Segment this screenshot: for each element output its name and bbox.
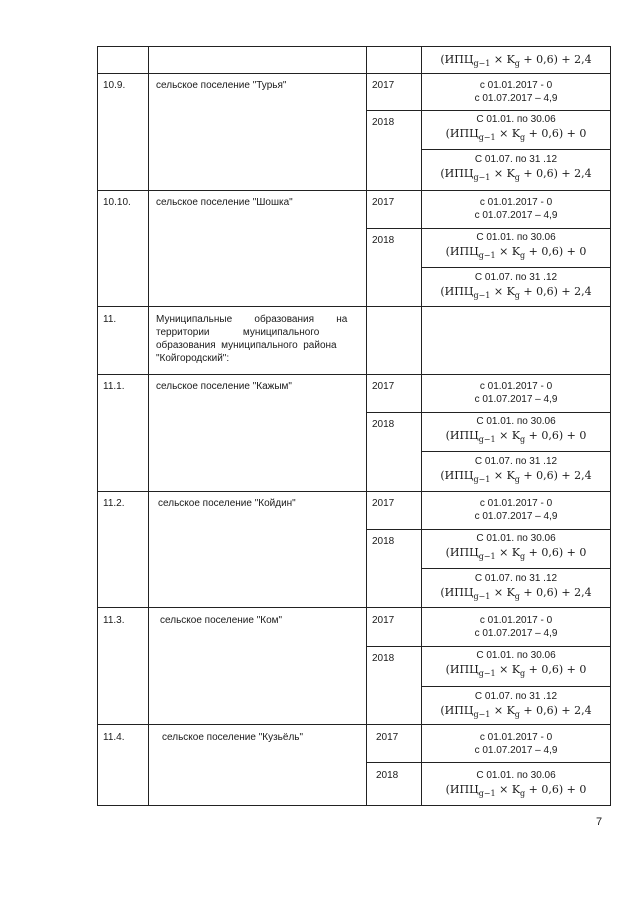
period-label: С 01.01. по 30.06 — [476, 533, 556, 544]
table-line — [97, 306, 611, 307]
table-line — [97, 190, 611, 191]
table-line — [421, 267, 611, 268]
formula-cell: $(ИПЦ_{g-1} \times K_g + 0,6) + 2,4$ — [440, 586, 592, 602]
table-line — [97, 805, 611, 806]
settlement-name: сельское поселение "Ком" — [160, 615, 283, 626]
table-line — [366, 762, 611, 763]
settlement-name: сельское поселение "Кузьёль" — [162, 732, 304, 743]
period-label: С 01.07. по 31 .12 — [474, 573, 558, 584]
formula-cell: $(ИПЦ_{g-1} \times K_g + 0,6) + 0$ — [445, 663, 587, 679]
rate-2017-line1: с 01.01.2017 - 0 — [479, 615, 553, 626]
table-line — [366, 228, 611, 229]
page-number: 7 — [596, 816, 603, 828]
row-number: 11.1. — [103, 381, 125, 392]
settlement-name: сельское поселение "Кажым" — [156, 381, 292, 392]
formula-cell: $(ИПЦ_{g-1} \times K_g + 0,6) + 0$ — [445, 245, 587, 261]
row-number: 10.9. — [103, 80, 126, 91]
rate-2017-line2: с 01.07.2017 – 4,9 — [474, 511, 558, 522]
table-line — [148, 46, 149, 805]
period-label: С 01.07. по 31 .12 — [474, 272, 558, 283]
section-title-line: "Койгородский": — [156, 353, 230, 364]
table-line — [97, 46, 98, 805]
year-cell: 2018 — [372, 536, 395, 547]
formula-cell: $(ИПЦ_{g-1} \times K_g + 0,6) + 2,4$ — [440, 285, 592, 301]
formula-cell: $(ИПЦ_{g-1} \times K_g + 0,6) + 2,4$ — [440, 53, 592, 69]
table-line — [366, 110, 611, 111]
table-line — [97, 73, 611, 74]
table-line — [421, 149, 611, 150]
year-cell: 2018 — [372, 653, 395, 664]
formula-cell: $(ИПЦ_{g-1} \times K_g + 0,6) + 2,4$ — [440, 469, 592, 485]
row-number: 11.3. — [103, 615, 125, 626]
settlement-name: сельское поселение "Турья" — [156, 80, 287, 91]
period-label: С 01.07. по 31 .12 — [474, 691, 558, 702]
year-cell: 2017 — [372, 498, 395, 509]
year-cell: 2018 — [372, 419, 395, 430]
period-label: С 01.01. по 30.06 — [476, 114, 556, 125]
section-title-line: территории муниципального — [156, 327, 320, 338]
period-label: С 01.01. по 30.06 — [476, 232, 556, 243]
table-line — [366, 412, 611, 413]
row-number: 11.4. — [103, 732, 125, 743]
settlement-name: сельское поселение "Койдин" — [158, 498, 296, 509]
rate-2017-line1: с 01.01.2017 - 0 — [479, 498, 553, 509]
rate-2017-line2: с 01.07.2017 – 4,9 — [474, 93, 558, 104]
year-cell: 2017 — [372, 615, 395, 626]
settlement-name: сельское поселение "Шошка" — [156, 197, 293, 208]
period-label: С 01.07. по 31 .12 — [474, 456, 558, 467]
section-title-line: образования муниципального района — [156, 340, 337, 351]
table-line — [421, 686, 611, 687]
section-title-line: Муниципальные образования на — [156, 314, 348, 325]
year-cell: 2017 — [376, 732, 399, 743]
table-line — [366, 646, 611, 647]
year-cell: 2018 — [372, 117, 395, 128]
table-line — [421, 451, 611, 452]
rate-2017-line2: с 01.07.2017 – 4,9 — [474, 210, 558, 221]
year-cell: 2018 — [372, 235, 395, 246]
formula-cell: $(ИПЦ_{g-1} \times K_g + 0,6) + 0$ — [445, 429, 587, 445]
formula-cell: $(ИПЦ_{g-1} \times K_g + 0,6) + 0$ — [445, 546, 587, 562]
formula-cell: $(ИПЦ_{g-1} \times K_g + 0,6) + 0$ — [445, 127, 587, 143]
table-line — [97, 607, 611, 608]
row-number: 11. — [103, 314, 117, 325]
formula-cell: $(ИПЦ_{g-1} \times K_g + 0,6) + 2,4$ — [440, 704, 592, 720]
year-cell: 2018 — [376, 770, 399, 781]
formula-cell: $(ИПЦ_{g-1} \times K_g + 0,6) + 2,4$ — [440, 167, 592, 183]
year-cell: 2017 — [372, 381, 395, 392]
table-line — [97, 724, 611, 725]
period-label: С 01.01. по 30.06 — [476, 770, 556, 781]
row-number: 11.2. — [103, 498, 125, 509]
formula-cell: $(ИПЦ_{g-1} \times K_g + 0,6) + 0$ — [445, 783, 587, 799]
rate-2017-line1: с 01.01.2017 - 0 — [479, 197, 553, 208]
rate-2017-line2: с 01.07.2017 – 4,9 — [474, 394, 558, 405]
period-label: С 01.07. по 31 .12 — [474, 154, 558, 165]
table-line — [97, 46, 611, 47]
table-line — [97, 374, 611, 375]
table-line — [366, 46, 367, 805]
year-cell: 2017 — [372, 80, 395, 91]
year-cell: 2017 — [372, 197, 395, 208]
table-line — [421, 568, 611, 569]
table-line — [97, 491, 611, 492]
table-line — [366, 529, 611, 530]
rate-2017-line2: с 01.07.2017 – 4,9 — [474, 628, 558, 639]
row-number: 10.10. — [103, 197, 131, 208]
rate-2017-line1: с 01.01.2017 - 0 — [479, 381, 553, 392]
rate-2017-line1: с 01.01.2017 - 0 — [479, 732, 553, 743]
rate-2017-line1: с 01.01.2017 - 0 — [479, 80, 553, 91]
period-label: С 01.01. по 30.06 — [476, 416, 556, 427]
rate-2017-line2: с 01.07.2017 – 4,9 — [474, 745, 558, 756]
period-label: С 01.01. по 30.06 — [476, 650, 556, 661]
